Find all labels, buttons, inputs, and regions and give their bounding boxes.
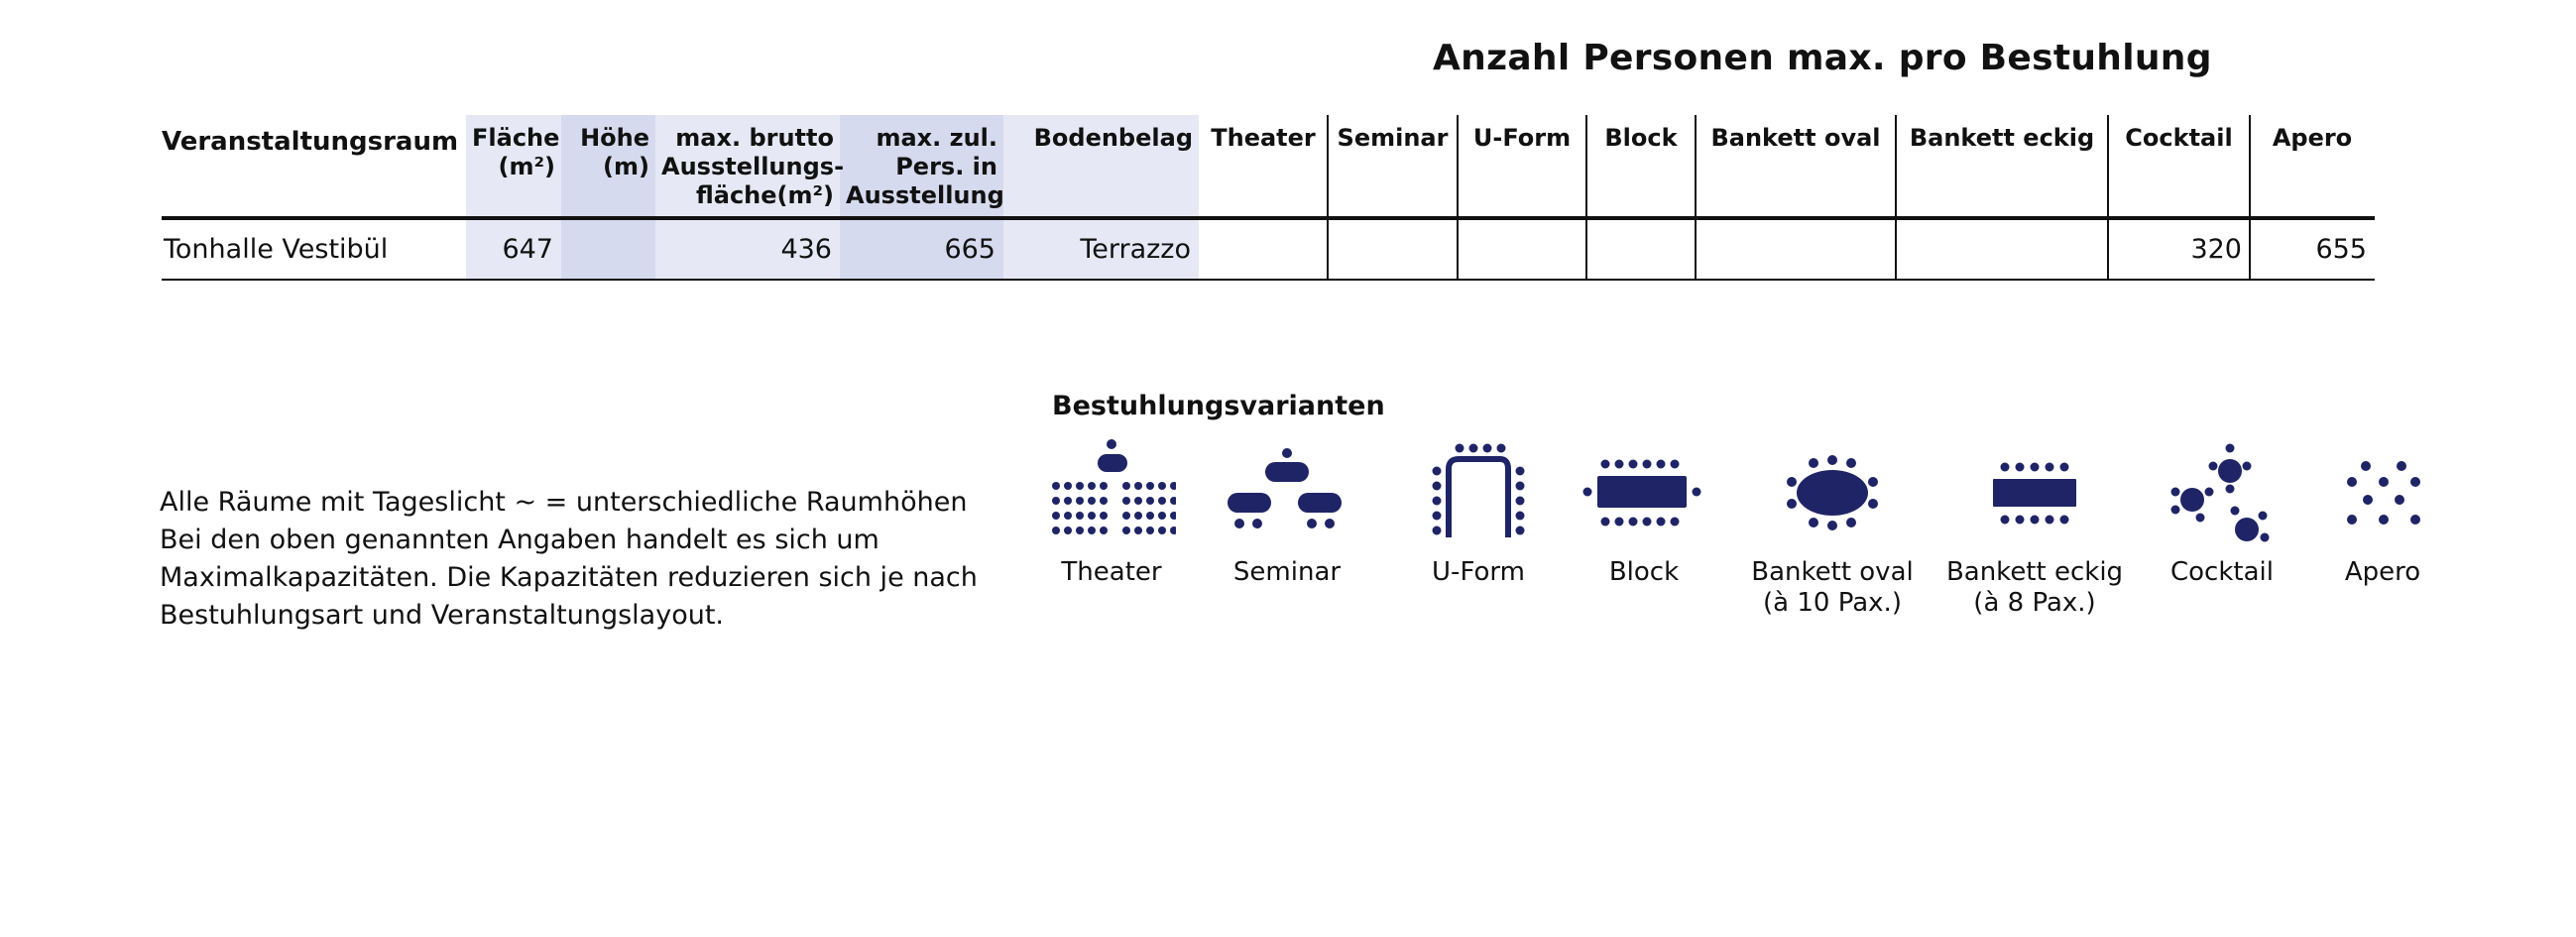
seat-dot xyxy=(1064,497,1072,505)
seat-dot xyxy=(1076,497,1084,505)
variant-block xyxy=(1545,436,1743,588)
variant-label: Block xyxy=(1608,557,1680,587)
cell-flaeche: 647 xyxy=(502,234,553,265)
header-veranstaltungsraum: Veranstaltungsraum xyxy=(162,127,459,157)
seat-dot xyxy=(1170,527,1176,534)
cell-raum: Tonhalle Vestibül xyxy=(164,234,389,265)
seat-dot xyxy=(1052,497,1060,505)
seat-dot xyxy=(1088,512,1096,520)
note-line: Alle Räume mit Tageslicht ~ = unterschiedliche Raumhöhen xyxy=(160,487,968,518)
note-line: Bei den oben genannten Angaben handelt es sich um xyxy=(160,525,879,555)
variant-bankett-eckig xyxy=(1935,436,2134,619)
header-u-form: U-Form xyxy=(1472,124,1572,152)
cell-max-personen: 665 xyxy=(944,234,995,265)
seat-dot xyxy=(1134,482,1142,490)
header-bankett-oval: Bankett oval xyxy=(1710,124,1881,152)
group-title: Anzahl Personen max. pro Bestuhlung xyxy=(1433,38,2212,78)
seat-dot xyxy=(1064,482,1072,490)
cell-bodenbelag: Terrazzo xyxy=(1080,234,1191,265)
seat-dot xyxy=(1064,512,1072,520)
cell-block xyxy=(1586,221,1696,279)
seat-dot xyxy=(1052,512,1060,520)
header-max-personen: max. zul. Pers. in Ausstellung xyxy=(846,124,1004,209)
seat-dot xyxy=(1122,527,1130,534)
variant-label: U-Form xyxy=(1432,557,1525,587)
variant-label: Seminar xyxy=(1232,557,1342,587)
variant-label: Bankett oval xyxy=(1751,557,1914,587)
header-cocktail: Cocktail xyxy=(2125,124,2233,152)
header-flaeche: Fläche (m²) xyxy=(472,124,560,180)
header-bankett-eckig: Bankett eckig xyxy=(1909,124,2095,152)
row-rule xyxy=(162,279,2375,281)
bankett-oval-seating-icon xyxy=(1768,436,1897,545)
seat-dot xyxy=(1076,482,1084,490)
seat-dot xyxy=(1158,527,1166,534)
seat-dot xyxy=(1052,527,1060,534)
seat-dot xyxy=(1052,482,1060,490)
seat-dot xyxy=(1146,512,1154,520)
seat-dot xyxy=(1158,497,1166,505)
header-theater: Theater xyxy=(1211,124,1316,152)
seat-dot xyxy=(1146,527,1154,534)
seat-dot xyxy=(1122,497,1130,505)
apero-seating-icon xyxy=(2318,436,2447,545)
variant-seminar xyxy=(1188,436,1386,588)
seat-dot xyxy=(1100,497,1108,505)
seat-dot xyxy=(1170,482,1176,490)
note-line: Maximalkapazitäten. Die Kapazitäten reduzieren sich je nach xyxy=(160,562,978,593)
variant-theater xyxy=(1012,436,1211,588)
seat-dot xyxy=(1158,482,1166,490)
seat-dot xyxy=(1146,482,1154,490)
u-form-seating-icon xyxy=(1414,436,1543,545)
seminar-seating-icon xyxy=(1223,436,1351,545)
seat-dot xyxy=(1134,527,1142,534)
header-hoehe: Höhe (m) xyxy=(580,124,649,180)
cell-bankett-oval xyxy=(1696,221,1896,279)
seat-dot xyxy=(1100,527,1108,534)
cell-bankett-eckig xyxy=(1896,221,2108,279)
header-block: Block xyxy=(1604,124,1678,152)
variant-apero xyxy=(2283,436,2482,588)
seat-dot xyxy=(1076,512,1084,520)
seat-dot xyxy=(1170,512,1176,520)
seat-dot xyxy=(1146,497,1154,505)
variant-label: Cocktail xyxy=(2170,557,2274,587)
variant-bankett-oval xyxy=(1733,436,1932,619)
header-bodenbelag: Bodenbelag xyxy=(1033,124,1193,152)
cell-seminar xyxy=(1328,221,1458,279)
header-apero: Apero xyxy=(2272,124,2353,152)
variant-label: Bankett eckig xyxy=(1945,557,2124,587)
block-seating-icon xyxy=(1580,436,1708,545)
header-brutto: max. brutto Ausstellungs- fläche(m²) xyxy=(661,124,845,209)
cell-u-form xyxy=(1458,221,1586,279)
seat-dot xyxy=(1170,497,1176,505)
theater-seating-icon xyxy=(1047,436,1176,545)
cell-hoehe xyxy=(561,221,655,279)
cocktail-seating-icon xyxy=(2158,436,2286,545)
seat-dot xyxy=(1100,482,1108,490)
seat-dot xyxy=(1088,527,1096,534)
variant-label: Theater xyxy=(1061,557,1162,587)
seat-dot xyxy=(1064,527,1072,534)
seat-dot xyxy=(1088,482,1096,490)
cell-cocktail: 320 xyxy=(2190,234,2242,265)
cell-brutto: 436 xyxy=(780,234,832,265)
notes xyxy=(160,484,978,635)
note-line: Bestuhlungsart und Veranstaltungslayout. xyxy=(160,600,724,631)
seat-dot xyxy=(1122,512,1130,520)
variant-label: Apero xyxy=(2344,557,2421,587)
cell-theater xyxy=(1199,221,1328,279)
header-rule xyxy=(162,216,2375,220)
seat-dot xyxy=(1076,527,1084,534)
seat-dot xyxy=(1134,512,1142,520)
variants-title: Bestuhlungsvarianten xyxy=(1052,391,1385,421)
cell-apero: 655 xyxy=(2315,234,2367,265)
seat-dot xyxy=(1122,482,1130,490)
variant-sublabel: (à 8 Pax.) xyxy=(1973,588,2096,618)
seat-dot xyxy=(1158,512,1166,520)
seat-dot xyxy=(1134,497,1142,505)
variant-sublabel: (à 10 Pax.) xyxy=(1763,588,1902,618)
seat-dot xyxy=(1100,512,1108,520)
seat-dot xyxy=(1088,497,1096,505)
bankett-eckig-seating-icon xyxy=(1970,436,2099,545)
header-seminar: Seminar xyxy=(1337,124,1449,152)
